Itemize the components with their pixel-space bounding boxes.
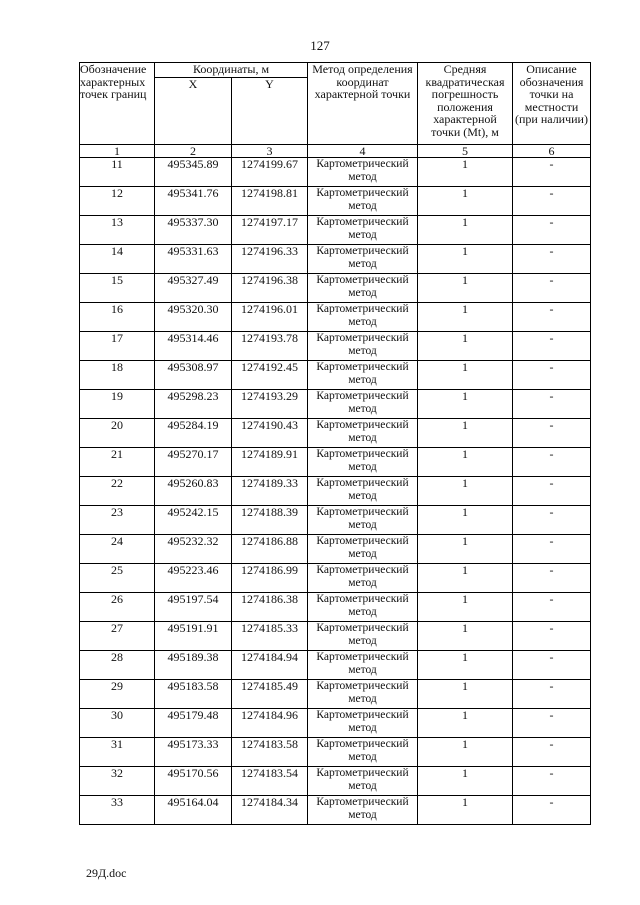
description-cell: - [513,274,591,303]
table-row [80,419,591,448]
column-number: 6 [513,145,591,158]
x-coordinate-cell: 495341.76 [155,187,232,216]
y-coordinate-cell: 1274183.58 [232,738,308,767]
y-coordinate-cell: 1274185.33 [232,622,308,651]
description-cell: - [513,245,591,274]
description-cell: - [513,506,591,535]
description-cell: - [513,158,591,187]
table-row [80,767,591,796]
method-cell: Картометрический метод [308,477,418,506]
point-id-cell: 14 [80,245,155,274]
accuracy-cell: 1 [418,651,513,680]
x-coordinate-cell: 495298.23 [155,390,232,419]
point-id-cell: 16 [80,303,155,332]
table-row [80,535,591,564]
accuracy-cell: 1 [418,535,513,564]
accuracy-cell: 1 [418,767,513,796]
x-coordinate-cell: 495284.19 [155,419,232,448]
y-coordinate-cell: 1274184.94 [232,651,308,680]
description-cell: - [513,680,591,709]
table-row [80,651,591,680]
method-cell: Картометрический метод [308,622,418,651]
header-x: X [155,78,232,145]
description-cell: - [513,738,591,767]
table-row [80,564,591,593]
x-coordinate-cell: 495170.56 [155,767,232,796]
y-coordinate-cell: 1274184.34 [232,796,308,825]
accuracy-cell: 1 [418,448,513,477]
y-coordinate-cell: 1274196.38 [232,274,308,303]
table-row [80,303,591,332]
table-row [80,216,591,245]
x-coordinate-cell: 495183.58 [155,680,232,709]
x-coordinate-cell: 495314.46 [155,332,232,361]
x-coordinate-cell: 495331.63 [155,245,232,274]
description-cell: - [513,477,591,506]
footer-filename: 29Д.doc [86,866,127,880]
description-cell: - [513,187,591,216]
method-cell: Картометрический метод [308,796,418,825]
column-number: 1 [80,145,155,158]
method-cell: Картометрический метод [308,535,418,564]
y-coordinate-cell: 1274190.43 [232,419,308,448]
table-row [80,709,591,738]
method-cell: Картометрический метод [308,216,418,245]
point-id-cell: 25 [80,564,155,593]
point-id-cell: 27 [80,622,155,651]
accuracy-cell: 1 [418,680,513,709]
accuracy-cell: 1 [418,361,513,390]
column-number: 3 [232,145,308,158]
method-cell: Картометрический метод [308,651,418,680]
y-coordinate-cell: 1274186.99 [232,564,308,593]
description-cell: - [513,390,591,419]
method-cell: Картометрический метод [308,709,418,738]
x-coordinate-cell: 495327.49 [155,274,232,303]
x-coordinate-cell: 495189.38 [155,651,232,680]
description-cell: - [513,564,591,593]
y-coordinate-cell: 1274196.01 [232,303,308,332]
table-row [80,187,591,216]
x-coordinate-cell: 495179.48 [155,709,232,738]
x-coordinate-cell: 495337.30 [155,216,232,245]
point-id-cell: 19 [80,390,155,419]
description-cell: - [513,593,591,622]
table-row [80,158,591,187]
method-cell: Картометрический метод [308,680,418,709]
description-cell: - [513,709,591,738]
accuracy-cell: 1 [418,245,513,274]
y-coordinate-cell: 1274193.29 [232,390,308,419]
method-cell: Картометрический метод [308,390,418,419]
table-row [80,622,591,651]
accuracy-cell: 1 [418,709,513,738]
method-cell: Картометрический метод [308,419,418,448]
y-coordinate-cell: 1274196.33 [232,245,308,274]
y-coordinate-cell: 1274188.39 [232,506,308,535]
table-row [80,245,591,274]
y-coordinate-cell: 1274199.67 [232,158,308,187]
point-id-cell: 32 [80,767,155,796]
point-id-cell: 26 [80,593,155,622]
point-id-cell: 23 [80,506,155,535]
accuracy-cell: 1 [418,390,513,419]
y-coordinate-cell: 1274189.33 [232,477,308,506]
y-coordinate-cell: 1274186.38 [232,593,308,622]
header-description: Описание обозначения точки на местности (при наличии) [513,63,591,145]
point-id-cell: 28 [80,651,155,680]
point-id-cell: 31 [80,738,155,767]
x-coordinate-cell: 495345.89 [155,158,232,187]
point-id-cell: 17 [80,332,155,361]
accuracy-cell: 1 [418,796,513,825]
accuracy-cell: 1 [418,506,513,535]
header-y: Y [232,78,308,145]
accuracy-cell: 1 [418,622,513,651]
coordinates-table [79,62,591,825]
method-cell: Картометрический метод [308,738,418,767]
accuracy-cell: 1 [418,158,513,187]
point-id-cell: 18 [80,361,155,390]
x-coordinate-cell: 495164.04 [155,796,232,825]
point-id-cell: 12 [80,187,155,216]
y-coordinate-cell: 1274189.91 [232,448,308,477]
table-row [80,680,591,709]
column-number-row [80,145,591,158]
point-id-cell: 24 [80,535,155,564]
method-cell: Картометрический метод [308,332,418,361]
header-accuracy: Средняя квадратическая погрешность положения характерной точки (Mt), м [418,63,513,145]
point-id-cell: 22 [80,477,155,506]
header-coordinates: Координаты, м [155,63,308,78]
y-coordinate-cell: 1274192.45 [232,361,308,390]
table-row [80,390,591,419]
table-row [80,593,591,622]
description-cell: - [513,361,591,390]
method-cell: Картометрический метод [308,564,418,593]
method-cell: Картометрический метод [308,158,418,187]
accuracy-cell: 1 [418,477,513,506]
table-row [80,448,591,477]
table-row [80,361,591,390]
point-id-cell: 29 [80,680,155,709]
method-cell: Картометрический метод [308,767,418,796]
point-id-cell: 11 [80,158,155,187]
accuracy-cell: 1 [418,332,513,361]
description-cell: - [513,303,591,332]
x-coordinate-cell: 495191.91 [155,622,232,651]
header-method: Метод определения координат характерной точки [308,63,418,145]
point-id-cell: 20 [80,419,155,448]
description-cell: - [513,535,591,564]
y-coordinate-cell: 1274183.54 [232,767,308,796]
table-row [80,738,591,767]
description-cell: - [513,448,591,477]
method-cell: Картометрический метод [308,303,418,332]
accuracy-cell: 1 [418,738,513,767]
column-number: 2 [155,145,232,158]
method-cell: Картометрический метод [308,274,418,303]
description-cell: - [513,332,591,361]
description-cell: - [513,796,591,825]
x-coordinate-cell: 495308.97 [155,361,232,390]
accuracy-cell: 1 [418,593,513,622]
method-cell: Картометрический метод [308,593,418,622]
method-cell: Картометрический метод [308,245,418,274]
accuracy-cell: 1 [418,274,513,303]
point-id-cell: 33 [80,796,155,825]
x-coordinate-cell: 495223.46 [155,564,232,593]
point-id-cell: 21 [80,448,155,477]
table-row [80,332,591,361]
x-coordinate-cell: 495260.83 [155,477,232,506]
y-coordinate-cell: 1274198.81 [232,187,308,216]
point-id-cell: 30 [80,709,155,738]
accuracy-cell: 1 [418,564,513,593]
point-id-cell: 13 [80,216,155,245]
table-row [80,506,591,535]
y-coordinate-cell: 1274186.88 [232,535,308,564]
accuracy-cell: 1 [418,187,513,216]
accuracy-cell: 1 [418,303,513,332]
method-cell: Картометрический метод [308,187,418,216]
y-coordinate-cell: 1274185.49 [232,680,308,709]
x-coordinate-cell: 495232.32 [155,535,232,564]
point-id-cell: 15 [80,274,155,303]
x-coordinate-cell: 495242.15 [155,506,232,535]
column-number: 5 [418,145,513,158]
y-coordinate-cell: 1274197.17 [232,216,308,245]
x-coordinate-cell: 495197.54 [155,593,232,622]
x-coordinate-cell: 495173.33 [155,738,232,767]
header-designation: Обозначение характерных точек границ [80,63,155,145]
table-row [80,477,591,506]
table-row [80,274,591,303]
accuracy-cell: 1 [418,216,513,245]
x-coordinate-cell: 495270.17 [155,448,232,477]
description-cell: - [513,622,591,651]
x-coordinate-cell: 495320.30 [155,303,232,332]
table-row [80,796,591,825]
description-cell: - [513,419,591,448]
description-cell: - [513,216,591,245]
method-cell: Картометрический метод [308,448,418,477]
method-cell: Картометрический метод [308,506,418,535]
y-coordinate-cell: 1274193.78 [232,332,308,361]
method-cell: Картометрический метод [308,361,418,390]
page-number: 127 [310,38,330,53]
description-cell: - [513,651,591,680]
y-coordinate-cell: 1274184.96 [232,709,308,738]
accuracy-cell: 1 [418,419,513,448]
description-cell: - [513,767,591,796]
column-number: 4 [308,145,418,158]
